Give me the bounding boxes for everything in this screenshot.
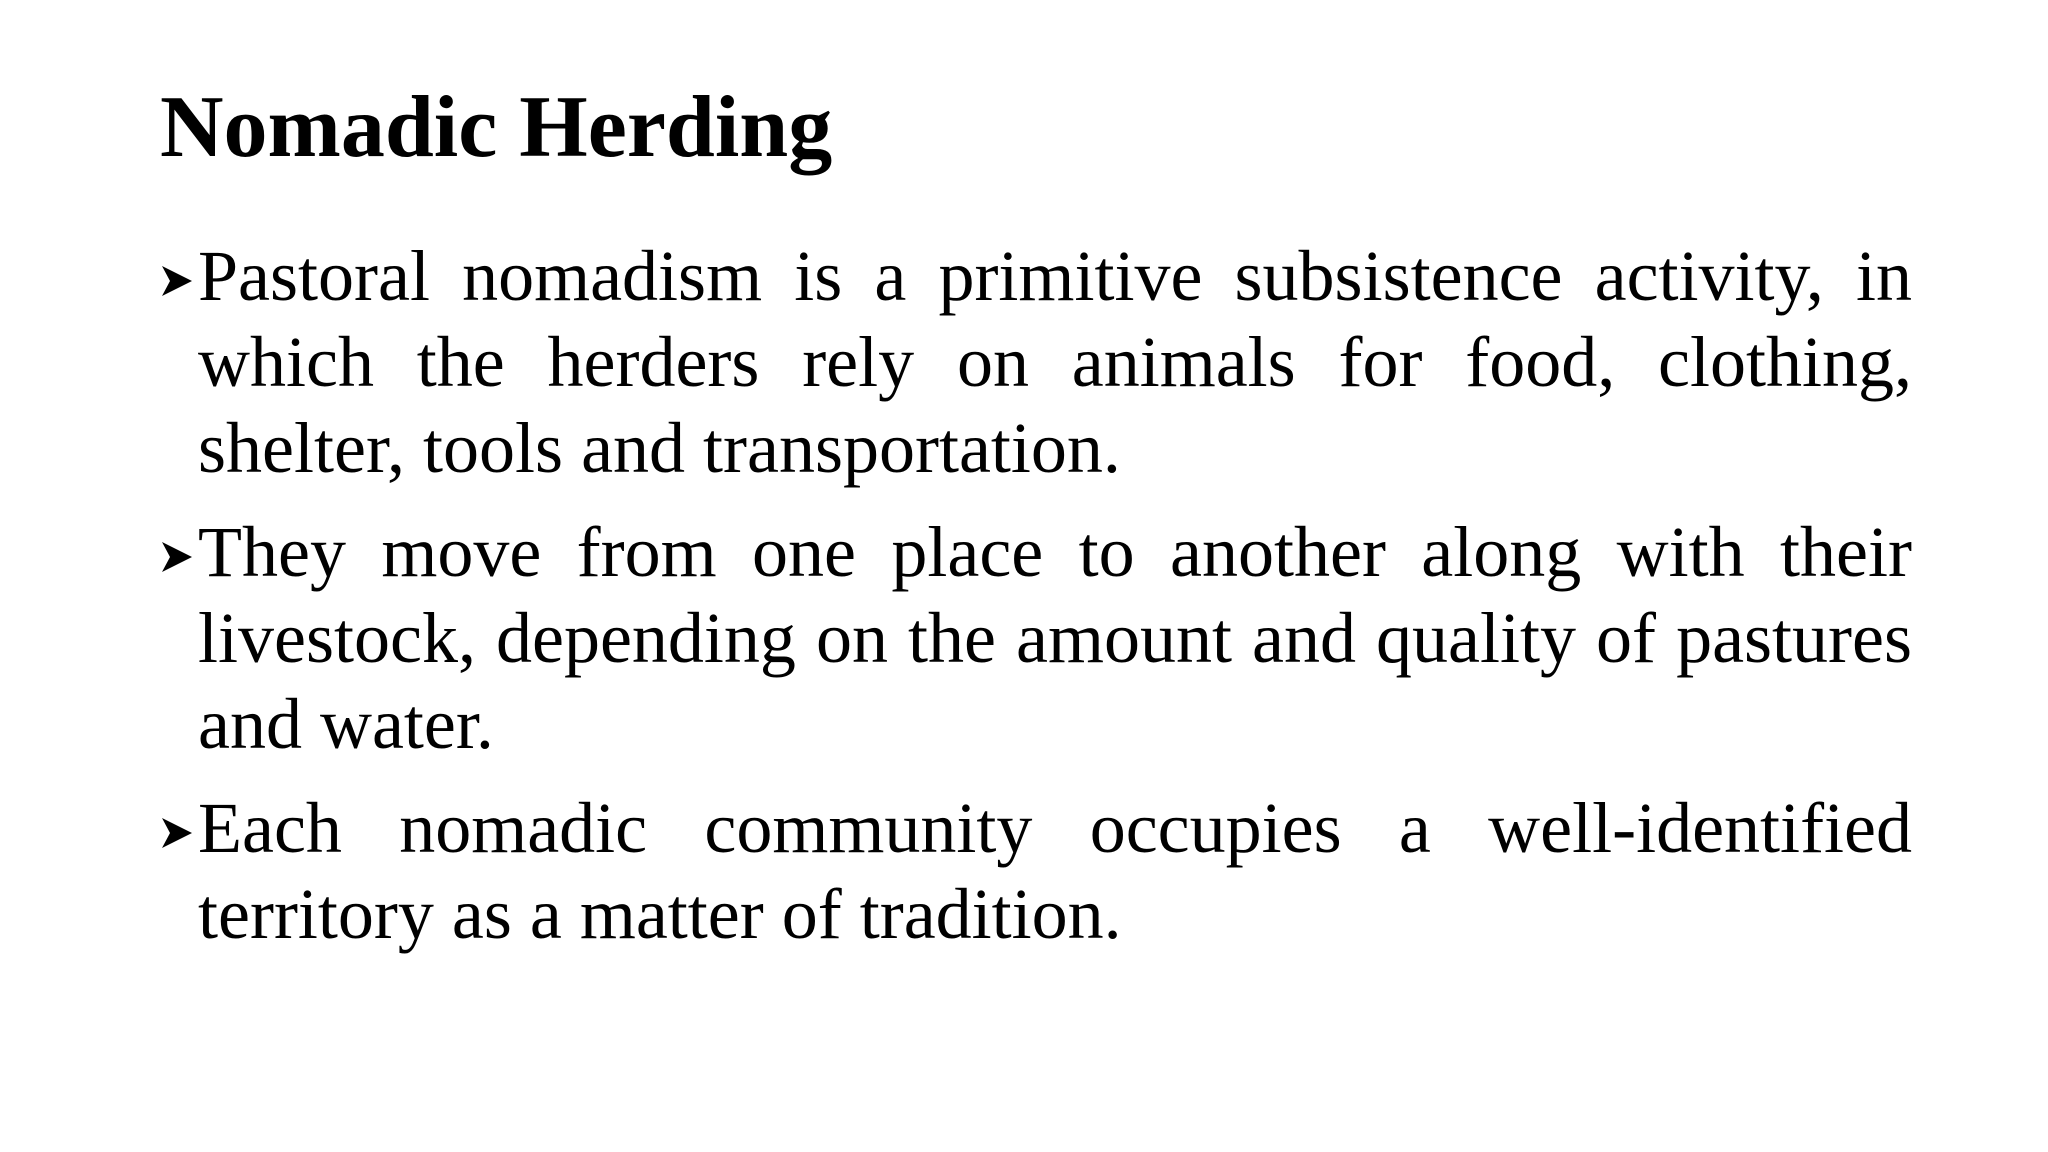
bullet-item [160,785,1912,957]
bullet-text: Each nomadic community occupies a well-identified territory as a matter of tradition. [198,788,1912,954]
slide-title: Nomadic Herding [160,79,833,176]
bullet-text: They move from one place to another along with their livestock, depending on the amount and quality of pastures and water. [198,512,1912,764]
bullet-item [160,233,1912,491]
bullet-item [160,509,1912,767]
bullet-text: Pastoral nomadism is a primitive subsistence activity, in which the herders rely on animals for food, clothing, shelter, tools and transportation. [198,236,1912,488]
bullet-list [160,233,1912,975]
